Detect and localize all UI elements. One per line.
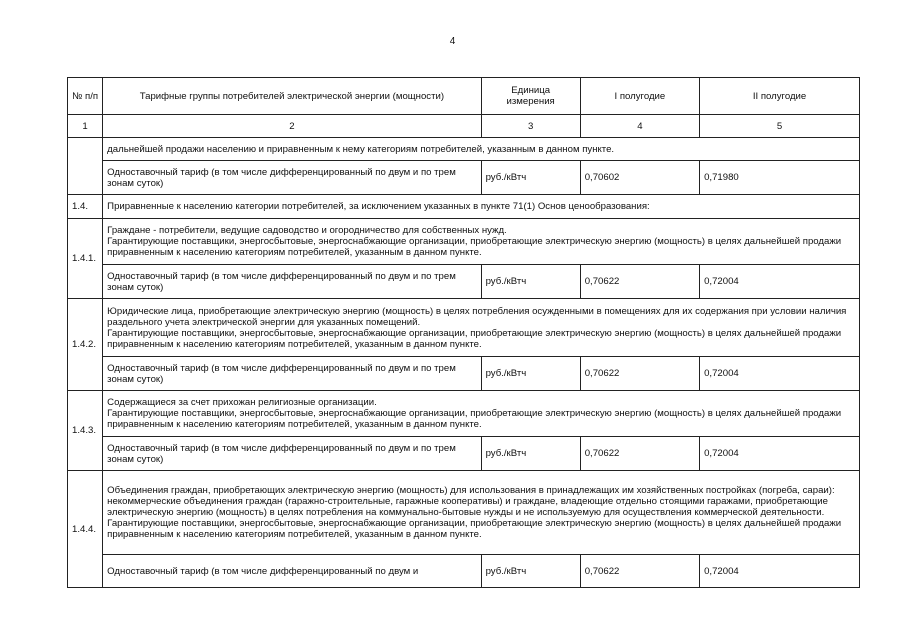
table-row [68, 138, 860, 161]
row-description: Объединения граждан, приобретающих электрическую энергию (мощность) для использования в принадлежащих им хозяйственных постройках (погреба, сараи): некоммерческие объединения граждан (гаражно-строительные, гаражные кооперативы) и граждане, владеющие отдельно стоящими гаражами, приобретающие электрическую энергию (мощность) в целях потребления на коммунально-бытовые нужды и не используемую для осуществления коммерческой деятельности. Гарантирующие поставщики, энергосбытовые, энергоснабжающие организации, приобретающие электрическую энергию (мощность) в целях дальнейшей продажи приравненным к населению категориям потребителей, указанным в данном пункте. [103, 471, 860, 555]
column-index-row [68, 115, 860, 138]
tariff-unit: руб./кВтч [481, 357, 580, 391]
tariff-unit: руб./кВтч [481, 555, 580, 588]
tariff-label: Одноставочный тариф (в том числе дифференцированный по двум и по трем зонам суток) [103, 161, 481, 195]
row-number: 1.4.3. [68, 391, 103, 471]
tariff-h2: 0,71980 [700, 161, 860, 195]
tariff-h1: 0,70622 [580, 437, 699, 471]
tariff-label: Одноставочный тариф (в том числе дифференцированный по двум и по трем зонам суток) [103, 357, 481, 391]
tariff-unit: руб./кВтч [481, 437, 580, 471]
row-description: дальнейшей продажи населению и приравненным к нему категориям потребителей, указанным в данном пункте. [103, 138, 860, 161]
tariff-label: Одноставочный тариф (в том числе дифференцированный по двум и [103, 555, 481, 588]
tariff-unit: руб./кВтч [481, 161, 580, 195]
column-index: 5 [700, 115, 860, 138]
row-description: Граждане - потребители, ведущие садоводство и огородничество для собственных нужд. Гарантирующие поставщики, энергосбытовые, энергоснабжающие организации, приобретающие электрическую энергию (мощность) в целях дальнейшей продажи приравненным к населению категориям потребителей, указанным в данном пункте. [103, 219, 860, 265]
table-row [68, 161, 860, 195]
column-index: 1 [68, 115, 103, 138]
tariff-h2: 0,72004 [700, 555, 860, 588]
row-number [68, 138, 103, 195]
row-description: Приравненные к населению категории потребителей, за исключением указанных в пункте 71(1) Основ ценообразования: [103, 195, 860, 219]
tariff-h2: 0,72004 [700, 357, 860, 391]
table-row [68, 265, 860, 299]
tariff-table [67, 77, 860, 588]
tariff-h1: 0,70622 [580, 265, 699, 299]
tariff-h1: 0,70622 [580, 357, 699, 391]
header-unit: Единица измерения [481, 78, 580, 115]
tariff-h2: 0,72004 [700, 437, 860, 471]
table-row [68, 391, 860, 437]
tariff-unit: руб./кВтч [481, 265, 580, 299]
row-number: 1.4.4. [68, 471, 103, 588]
header-group: Тарифные группы потребителей электрической энергии (мощности) [103, 78, 481, 115]
header-half1: I полугодие [580, 78, 699, 115]
tariff-h1: 0,70602 [580, 161, 699, 195]
table-header-row [68, 78, 860, 115]
table-row [68, 357, 860, 391]
header-half2: II полугодие [700, 78, 860, 115]
row-number: 1.4.1. [68, 219, 103, 299]
table-row [68, 437, 860, 471]
column-index: 3 [481, 115, 580, 138]
page-number: 4 [449, 36, 456, 47]
tariff-label: Одноставочный тариф (в том числе дифференцированный по двум и по трем зонам суток) [103, 437, 481, 471]
header-num: № п/п [68, 78, 103, 115]
row-number: 1.4. [68, 195, 103, 219]
row-description: Юридические лица, приобретающие электрическую энергию (мощность) в целях потребления осужденными в помещениях для их содержания при условии наличия раздельного учета электрической энергии для указанных помещений. Гарантирующие поставщики, энергосбытовые, энергоснабжающие организации, приобретающие электрическую энергию (мощность) в целях дальнейшей продажи приравненным к населению категориям потребителей, указанным в данном пункте. [103, 299, 860, 357]
row-description: Содержащиеся за счет прихожан религиозные организации. Гарантирующие поставщики, энергосбытовые, энергоснабжающие организации, приобретающие электрическую энергию (мощность) в целях дальнейшей продажи приравненным к населению категориям потребителей, указанным в данном пункте. [103, 391, 860, 437]
column-index: 4 [580, 115, 699, 138]
row-number: 1.4.2. [68, 299, 103, 391]
tariff-h2: 0,72004 [700, 265, 860, 299]
table-row [68, 299, 860, 357]
column-index: 2 [103, 115, 481, 138]
tariff-h1: 0,70622 [580, 555, 699, 588]
table-row [68, 195, 860, 219]
tariff-label: Одноставочный тариф (в том числе дифференцированный по двум и по трем зонам суток) [103, 265, 481, 299]
table-row [68, 555, 860, 588]
table-row [68, 219, 860, 265]
table-row [68, 471, 860, 555]
